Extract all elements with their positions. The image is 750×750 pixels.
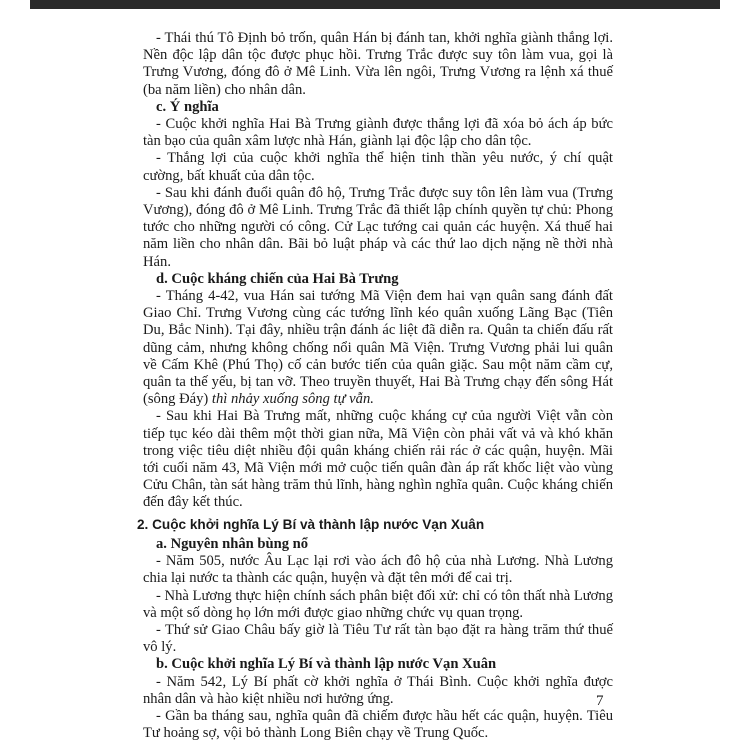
paragraph: - Năm 542, Lý Bí phất cờ khởi nghĩa ở Thái Bình. Cuộc khởi nghĩa được nhân dân và hào kiệt nhiều nơi hưởng ứng. [143, 673, 613, 707]
subheading: a. Nguyên nhân bùng nổ [156, 535, 309, 552]
subheading: c. Ý nghĩa [156, 98, 219, 115]
paragraph: - Sau khi đánh đuổi quân đô hộ, Trưng Trắc được suy tôn lên làm vua (Trưng Vương), đóng đô ở Mê Linh. Trưng Trắc đã thiết lập chính quyền tự chủ: Phong tước cho những người có công. Cử Lạc tướng cai quản các huyện. Xá thuế hai năm liền cho nhân dân. Bãi bỏ luật pháp và các thứ lao dịch nặng nề thời nhà Hán. [143, 184, 613, 270]
paragraph: - Thứ sử Giao Châu bấy giờ là Tiêu Tư rất tàn bạo đặt ra hàng trăm thứ thuế vô lý. [143, 621, 613, 656]
section-heading: 2. Cuộc khởi nghĩa Lý Bí và thành lập nước Vạn Xuân [137, 516, 485, 532]
page-number: 7 [596, 693, 604, 709]
paragraph-text: - Tháng 4-42, vua Hán sai tướng Mã Viện đem hai vạn quân sang đánh đất Giao Chỉ. Trưng Vương cùng các tướng lĩnh kéo quân xuống Lãng Bạc (Tiên Du, Bắc Ninh). Tại đây, nhiều trận đánh ác liệt đã diễn ra. Quân ta chiến đấu rất dũng cảm, nhưng không chống nổi quân Mã Viện. Trưng Vương phải lui quân về Cấm Khê (Phú Thọ) cố cản bước tiến của quân giặc. Sau một năm cầm cự, quân ta thế yếu, bị tan vỡ. Theo truyền thuyết, Hai Bà Trưng chạy đến sông Hát (sông Đáy) [143, 288, 613, 408]
document-page [137, 30, 613, 742]
subheading: d. Cuộc kháng chiến của Hai Bà Trưng [156, 270, 399, 287]
top-dark-bar [30, 0, 720, 9]
paragraph: - Thắng lợi của cuộc khởi nghĩa thể hiện tinh thần yêu nước, ý chí quật cường, bất khuất của dân tộc. [143, 150, 613, 184]
paragraph [143, 288, 613, 408]
paragraph: - Nhà Lương thực hiện chính sách phân biệt đối xử: chỉ có tôn thất nhà Lương và một số dòng họ lớn mới được giao những chức vụ quan trọng. [143, 587, 613, 621]
paragraph: - Thái thú Tô Định bỏ trốn, quân Hán bị đánh tan, khởi nghĩa giành thắng lợi. Nền độc lập dân tộc được phục hồi. Trưng Trắc được suy tôn làm vua, gọi là Trưng Vương, đóng đô ở Mê Linh. Vừa lên ngôi, Trưng Vương ra lệnh xá thuế (ba năm liền) cho nhân dân. [143, 30, 613, 98]
italic-text: thì nhảy xuống sông tự vẫn. [211, 391, 374, 408]
paragraph: - Sau khi Hai Bà Trưng mất, những cuộc kháng cự của người Việt vẫn còn tiếp tục kéo dài thêm một thời gian nữa, Mã Viện còn phải vất vả và khó khăn trong việc tiêu diệt nhiều đội quân kháng chiến rải rác ở các quận, huyện. Mãi tới cuối năm 43, Mã Viện mới mở cuộc tiến quân đàn áp rất khốc liệt vào vùng Cửu Chân, tàn sát hàng trăm thủ lĩnh, hàng nghìn nghĩa quân. Cuộc kháng chiến đến đây kết thúc. [143, 408, 613, 511]
paragraph: - Cuộc khởi nghĩa Hai Bà Trưng giành được thắng lợi đã xóa bỏ ách áp bức tàn bạo của quân xâm lược nhà Hán, giành lại độc lập cho dân tộc. [143, 116, 613, 150]
paragraph: - Gần ba tháng sau, nghĩa quân đã chiếm được hầu hết các quận, huyện. Tiêu Tư hoảng sợ, vội bỏ thành Long Biên chạy về Trung Quốc. [143, 707, 613, 742]
subheading: b. Cuộc khởi nghĩa Lý Bí và thành lập nước Vạn Xuân [156, 656, 497, 673]
paragraph: - Năm 505, nước Âu Lạc lại rơi vào ách đô hộ của nhà Lương. Nhà Lương chia lại nước ta thành các quận, huyện và đặt tên mới để cai trị. [143, 553, 613, 587]
